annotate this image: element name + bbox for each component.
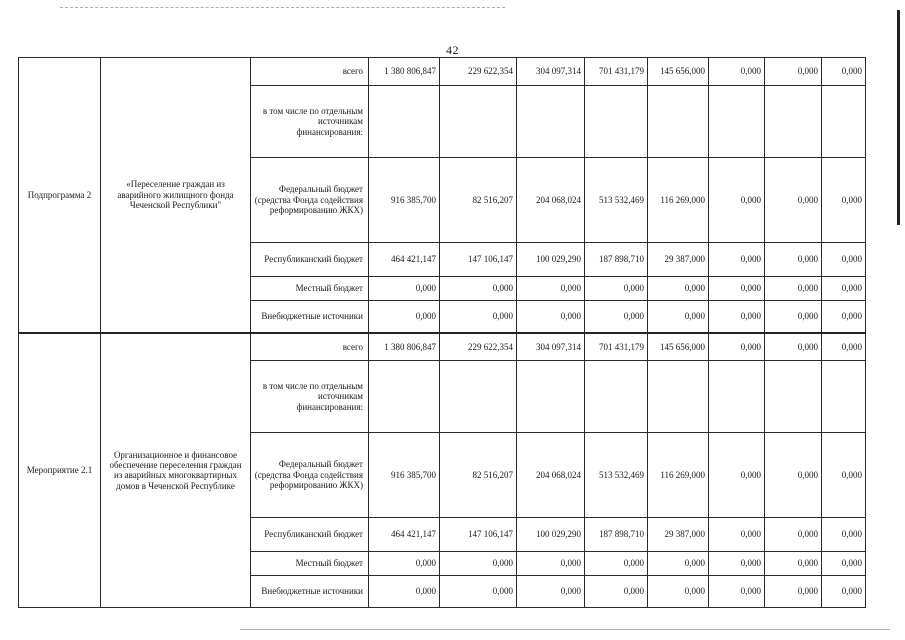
- financing-table: [18, 57, 866, 608]
- amount-cell: 0,000: [517, 301, 585, 333]
- amount-cell: [765, 86, 822, 158]
- amount-cell: 0,000: [440, 552, 517, 576]
- amount-cell: 0,000: [822, 58, 866, 86]
- amount-cell: 0,000: [822, 552, 866, 576]
- page-number: 42: [446, 43, 459, 57]
- funding-source: Внебюджетные источники: [251, 576, 369, 608]
- scan-artifact-bottom: [240, 629, 890, 632]
- amount-cell: 0,000: [822, 518, 866, 552]
- amount-cell: [585, 361, 648, 433]
- amount-cell: 0,000: [709, 243, 765, 277]
- amount-cell: 0,000: [822, 333, 866, 361]
- amount-cell: 0,000: [765, 243, 822, 277]
- amount-cell: 0,000: [709, 158, 765, 243]
- amount-cell: 0,000: [709, 552, 765, 576]
- funding-source: Федеральный бюджет (средства Фонда содействия реформированию ЖКХ): [251, 158, 369, 243]
- amount-cell: [440, 86, 517, 158]
- amount-cell: 100 029,290: [517, 518, 585, 552]
- amount-cell: [369, 361, 440, 433]
- funding-source: всего: [251, 58, 369, 86]
- amount-cell: 0,000: [765, 433, 822, 518]
- amount-cell: 0,000: [765, 552, 822, 576]
- amount-cell: 187 898,710: [585, 243, 648, 277]
- amount-cell: 0,000: [440, 301, 517, 333]
- amount-cell: [369, 86, 440, 158]
- amount-cell: 0,000: [709, 277, 765, 301]
- block-name: Организационное и финансовое обеспечение переселения граждан из аварийных многоквартирных домов в Чеченской Республике: [101, 333, 251, 608]
- amount-cell: 0,000: [440, 576, 517, 608]
- amount-cell: [709, 86, 765, 158]
- amount-cell: 0,000: [822, 277, 866, 301]
- amount-cell: 304 097,314: [517, 333, 585, 361]
- amount-cell: 0,000: [709, 576, 765, 608]
- amount-cell: 116 269,000: [648, 158, 709, 243]
- amount-cell: 0,000: [585, 576, 648, 608]
- amount-cell: 100 029,290: [517, 243, 585, 277]
- amount-cell: 0,000: [585, 301, 648, 333]
- funding-source: Республиканский бюджет: [251, 518, 369, 552]
- amount-cell: 0,000: [822, 433, 866, 518]
- amount-cell: 0,000: [648, 301, 709, 333]
- amount-cell: 116 269,000: [648, 433, 709, 518]
- amount-cell: 187 898,710: [585, 518, 648, 552]
- funding-source: всего: [251, 333, 369, 361]
- amount-cell: 464 421,147: [369, 518, 440, 552]
- amount-cell: [440, 361, 517, 433]
- block-code: Мероприятие 2.1: [19, 333, 101, 608]
- amount-cell: 0,000: [709, 433, 765, 518]
- amount-cell: 29 387,000: [648, 243, 709, 277]
- amount-cell: 0,000: [369, 277, 440, 301]
- amount-cell: 0,000: [765, 518, 822, 552]
- amount-cell: 82 516,207: [440, 158, 517, 243]
- table-row: [19, 58, 866, 86]
- scan-artifact-top: [60, 7, 505, 10]
- amount-cell: 0,000: [765, 301, 822, 333]
- table-row: [19, 333, 866, 361]
- amount-cell: 304 097,314: [517, 58, 585, 86]
- amount-cell: 0,000: [517, 576, 585, 608]
- amount-cell: 0,000: [709, 301, 765, 333]
- amount-cell: 229 622,354: [440, 333, 517, 361]
- amount-cell: 0,000: [369, 301, 440, 333]
- amount-cell: 229 622,354: [440, 58, 517, 86]
- amount-cell: 0,000: [709, 518, 765, 552]
- amount-cell: 0,000: [765, 158, 822, 243]
- amount-cell: 0,000: [585, 277, 648, 301]
- amount-cell: 82 516,207: [440, 433, 517, 518]
- amount-cell: 147 106,147: [440, 518, 517, 552]
- amount-cell: 204 068,024: [517, 433, 585, 518]
- funding-source: Федеральный бюджет (средства Фонда содействия реформированию ЖКХ): [251, 433, 369, 518]
- amount-cell: 0,000: [765, 576, 822, 608]
- amount-cell: 0,000: [765, 58, 822, 86]
- amount-cell: 701 431,179: [585, 58, 648, 86]
- amount-cell: 0,000: [822, 576, 866, 608]
- amount-cell: 0,000: [765, 333, 822, 361]
- amount-cell: [822, 86, 866, 158]
- amount-cell: 29 387,000: [648, 518, 709, 552]
- funding-source: в том числе по отдельным источникам финансирования:: [251, 361, 369, 433]
- funding-source: Местный бюджет: [251, 552, 369, 576]
- amount-cell: 0,000: [822, 243, 866, 277]
- amount-cell: [765, 361, 822, 433]
- amount-cell: 916 385,700: [369, 433, 440, 518]
- amount-cell: 0,000: [517, 277, 585, 301]
- amount-cell: [648, 361, 709, 433]
- amount-cell: 513 532,469: [585, 158, 648, 243]
- amount-cell: 701 431,179: [585, 333, 648, 361]
- table-body: [19, 58, 866, 608]
- block-name: «Переселение граждан из аварийного жилищного фонда Чеченской Республики": [101, 58, 251, 333]
- amount-cell: 916 385,700: [369, 158, 440, 243]
- amount-cell: [822, 361, 866, 433]
- amount-cell: 464 421,147: [369, 243, 440, 277]
- amount-cell: [648, 86, 709, 158]
- amount-cell: 0,000: [517, 552, 585, 576]
- amount-cell: 145 656,000: [648, 58, 709, 86]
- amount-cell: 0,000: [765, 277, 822, 301]
- funding-source: Республиканский бюджет: [251, 243, 369, 277]
- amount-cell: 0,000: [822, 158, 866, 243]
- amount-cell: 1 380 806,847: [369, 58, 440, 86]
- funding-source: Местный бюджет: [251, 277, 369, 301]
- amount-cell: 1 380 806,847: [369, 333, 440, 361]
- amount-cell: 0,000: [369, 552, 440, 576]
- funding-source: в том числе по отдельным источникам финансирования:: [251, 86, 369, 158]
- amount-cell: 0,000: [648, 552, 709, 576]
- amount-cell: 0,000: [709, 58, 765, 86]
- amount-cell: [517, 361, 585, 433]
- amount-cell: 0,000: [369, 576, 440, 608]
- amount-cell: 0,000: [822, 301, 866, 333]
- amount-cell: 513 532,469: [585, 433, 648, 518]
- amount-cell: [585, 86, 648, 158]
- block-code: Подпрограмма 2: [19, 58, 101, 333]
- amount-cell: 0,000: [709, 333, 765, 361]
- amount-cell: 0,000: [440, 277, 517, 301]
- amount-cell: 147 106,147: [440, 243, 517, 277]
- amount-cell: [709, 361, 765, 433]
- amount-cell: 0,000: [585, 552, 648, 576]
- amount-cell: 0,000: [648, 576, 709, 608]
- funding-source: Внебюджетные источники: [251, 301, 369, 333]
- amount-cell: 204 068,024: [517, 158, 585, 243]
- amount-cell: 0,000: [648, 277, 709, 301]
- amount-cell: [517, 86, 585, 158]
- amount-cell: 145 656,000: [648, 333, 709, 361]
